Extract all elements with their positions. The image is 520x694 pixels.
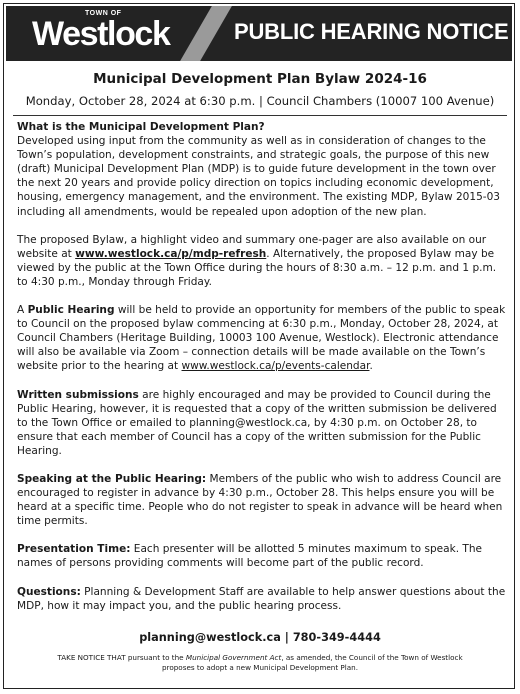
section-hearing-bold: Public Hearing — [27, 304, 115, 317]
footer-act-name: Municipal Government Act — [185, 653, 282, 662]
section-speaking — [17, 472, 507, 528]
section-written-text: are highly encouraged and may be provided to Council during the Public Hearing, however, it is requested that a copy of the written submission be delivered to the Town Office or emailed to planning@westlock.ca, by 4:30 p.m. on October 28, to ensure that each member of Council has a copy of the written submission for the Public Hearing. — [17, 388, 497, 457]
notice-title: PUBLIC HEARING NOTICE — [234, 19, 509, 44]
section-hearing-text-3: . — [369, 360, 373, 373]
section-what-heading: What is the Municipal Development Plan? — [17, 121, 265, 133]
header-banner — [6, 6, 512, 61]
section-speaking-text: Members of the public who wish to address Council are encouraged to register in advance by 4:30 p.m., October 28. This helps ensure you will be heard at a specific time. People who do not register to speak in advance will be heard when time permits. — [17, 472, 503, 528]
section-presentation-text: Each presenter will be allotted 5 minutes maximum to speak. The names of persons providing comments will become part of the public record. — [17, 543, 483, 570]
section-hearing-text-1: A — [17, 304, 28, 317]
document-subtitle: Monday, October 28, 2024 at 6:30 p.m. | Council Chambers (10007 100 Avenue) — [25, 94, 495, 108]
section-hearing-text-2: will be held to provide an opportunity for members of the public to speak to Council on the proposed bylaw commencing at 6:30 p.m., Monday, October 28, 2024, at Council Chambers (Heritage Building, 10003 100 Avenue, Westlock). Electronic attendance will also be available via Zoom – connection details will be made available on the Town’s website prior to the hearing at — [17, 304, 506, 373]
section-what — [17, 120, 507, 219]
section-questions-text: Planning & Development Staff are available to help answer questions about the MDP, how it may impact you, and the public hearing process. — [17, 585, 506, 612]
logo-town-of: TOWN OF — [85, 10, 122, 17]
section-written-bold: Written submissions — [17, 388, 139, 401]
mdp-refresh-link[interactable]: www.westlock.ca/p/mdp-refresh — [75, 247, 267, 260]
notice-body — [17, 120, 507, 627]
contact-line[interactable]: planning@westlock.ca | 780-349-4444 — [139, 631, 381, 644]
section-bylaw — [17, 233, 507, 289]
footer-text-2: , as amended, the Council of the Town of Westlock proposes to adopt a new Municipal Development Plan. — [161, 653, 463, 672]
section-presentation — [17, 542, 507, 570]
document-title: Municipal Development Plan Bylaw 2024-16 — [93, 71, 427, 87]
section-questions — [17, 585, 507, 613]
section-what-text: Developed using input from the community as well as in consideration of changes to the Town’s population, development constraints, and strategic goals, the purpose of this new (draft) Municipal Development Plan (MDP) is to guide future development in the town over the next 20 years and provide policy direction on topics including economic development, housing, emergency management, and the environment. The existing MDP, Bylaw 2015-03 including all amendments, would be repealed upon adoption of the new plan. — [17, 135, 501, 218]
section-hearing — [17, 303, 507, 373]
footer-text-1: TAKE NOTICE THAT pursuant to the — [57, 653, 186, 662]
section-bylaw-text-1: The proposed Bylaw, a highlight video and summary one-pager are also available on our website at — [17, 233, 487, 260]
legal-footer — [40, 653, 480, 673]
logo-slash-graphic — [180, 6, 232, 61]
section-presentation-bold: Presentation Time: — [17, 543, 131, 556]
title-divider — [13, 115, 507, 116]
westlock-logo: Westlock — [32, 15, 170, 53]
section-bylaw-text-2: . Alternatively, the proposed Bylaw may be viewed by the public at the Town Office during the hours of 8:30 a.m. – 12 p.m. and 1 p.m. to 4:30 p.m., Monday through Friday. — [17, 247, 497, 288]
events-calendar-link[interactable]: www.westlock.ca/p/events-calendar — [181, 360, 370, 373]
section-speaking-bold: Speaking at the Public Hearing: — [17, 472, 207, 485]
section-written — [17, 388, 507, 458]
section-questions-bold: Questions: — [17, 585, 81, 598]
